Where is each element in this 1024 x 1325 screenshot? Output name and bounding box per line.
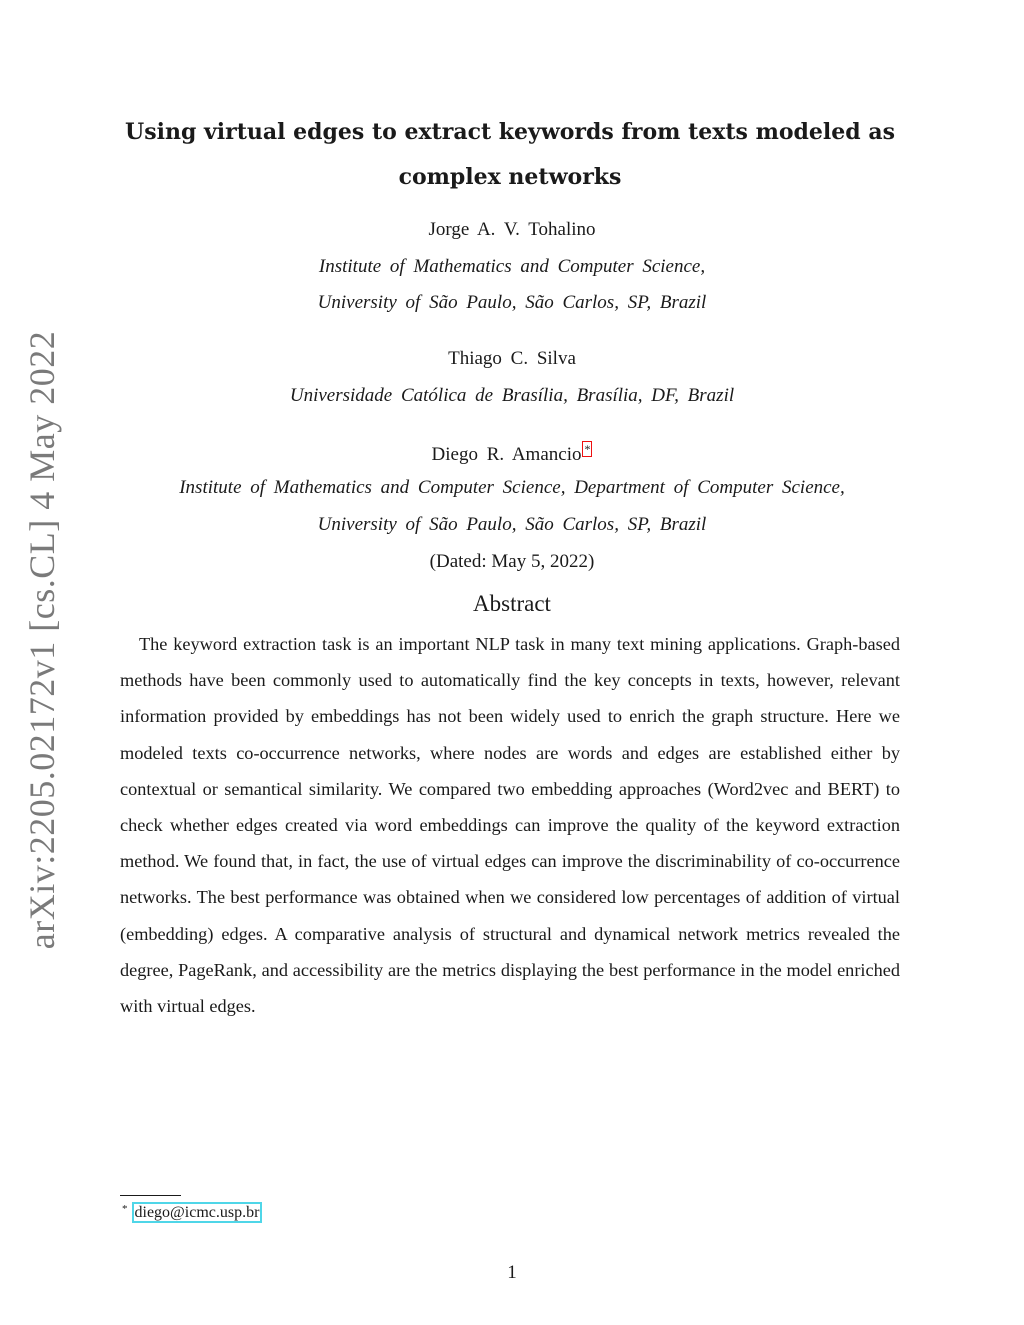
dated-line: (Dated: May 5, 2022) <box>429 551 595 572</box>
author-name-3-line <box>0 441 1024 466</box>
page-number: 1 <box>507 1262 517 1283</box>
author-2-affiliation-line-1: Universidade Católica de Brasília, Brasília, DF, Brazil <box>289 385 735 406</box>
footnote-marker-link[interactable]: * <box>584 442 591 456</box>
paper-title: Using virtual edges to extract keywords from texts modeled as complex networks <box>125 119 895 190</box>
abstract-text: The keyword extraction task is an important NLP task in many text mining applications. Graph-based methods have been commonly used to automatically find the key concepts in texts, however, relevant information provided by embeddings has not been widely used to enrich the graph structure. Here we modeled texts co-occurrence networks, where nodes are words and edges are established either by contextual or semantical similarity. We compared two embedding approaches (Word2vec and BERT) to check whether edges created via word embeddings can improve the quality of the keyword extraction method. We found that, in fact, the use of virtual edges can improve the discriminability of co-occurrence networks. The best performance was obtained when we considered low percentages of addition of virtual (embedding) edges. A comparative analysis of structural and dynamical network metrics revealed the degree, PageRank, and accessibility are the metrics displaying the best performance in the model enriched with virtual edges. <box>120 634 900 1017</box>
abstract-heading: Abstract <box>473 591 551 616</box>
footnote <box>122 1203 262 1222</box>
author-name-1: Jorge A. V. Tohalino <box>428 219 596 240</box>
footnote-rule <box>120 1195 181 1196</box>
author-name-2: Thiago C. Silva <box>448 348 576 369</box>
footnote-star: * <box>122 1203 128 1215</box>
author-1-affiliation-line-2: University of São Paulo, São Carlos, SP, Brazil <box>317 292 707 313</box>
author-name-3: Diego R. Amancio <box>431 444 582 465</box>
author-3-affiliation-line-2: University of São Paulo, São Carlos, SP, Brazil <box>317 514 707 535</box>
arxiv-identifier: arXiv:2205.02172v1 [cs.CL] 4 May 2022 <box>22 330 62 950</box>
author-1-affiliation-line-1: Institute of Mathematics and Computer Science, <box>318 256 706 277</box>
author-3-affiliation-line-1: Institute of Mathematics and Computer Science, Department of Computer Science, <box>179 477 845 498</box>
email-link[interactable]: diego@icmc.usp.br <box>132 1202 263 1223</box>
